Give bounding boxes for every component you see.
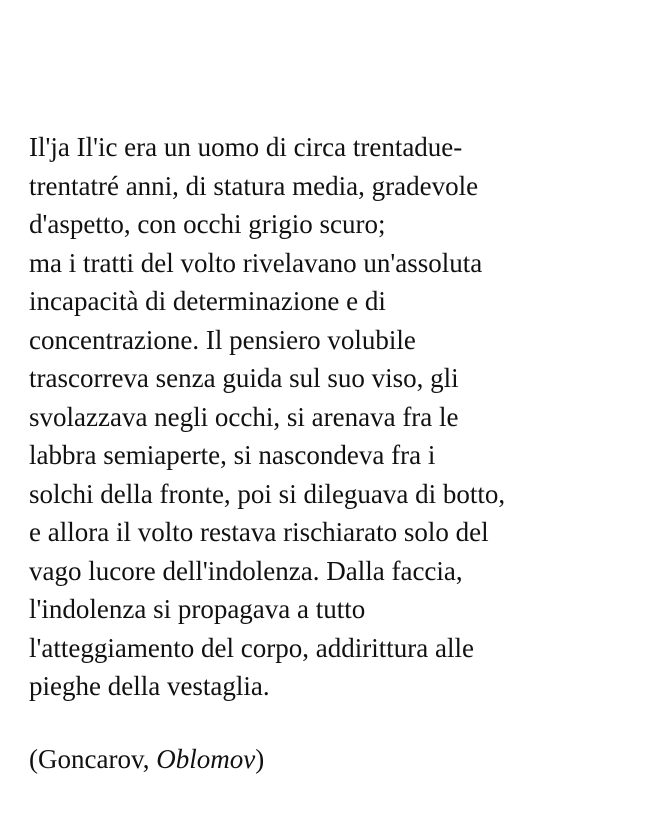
passage-line: pieghe della vestaglia. (29, 671, 270, 701)
citation (29, 740, 264, 778)
passage-line: l'indolenza si propagava a tutto (29, 594, 366, 624)
citation-author: (Goncarov, (29, 744, 157, 774)
passage-line: vago lucore dell'indolenza. Dalla faccia, (29, 555, 463, 586)
passage-line: labbra semiaperte, si nascondeva fra i (29, 440, 436, 470)
passage-line: solchi della fronte, poi si dileguava di botto, (29, 478, 506, 509)
passage-line: d'aspetto, con occhi grigio scuro; (29, 209, 386, 239)
passage-line: l'atteggiamento del corpo, addirittura alle (29, 632, 474, 663)
passage-line: incapacità di determinazione e di (29, 286, 386, 316)
passage-line: trentatré anni, di statura media, gradevole (29, 170, 479, 201)
passage-line: ma i tratti del volto rivelavano un'assoluta (29, 247, 483, 278)
passage-line: Il'ja Il'ic era un uomo di circa trentadue- (29, 132, 463, 162)
passage-line: svolazzava negli occhi, si arenava fra le (29, 401, 459, 432)
passage-line: e allora il volto restava rischiarato solo del (29, 517, 489, 547)
passage-line: concentrazione. Il pensiero volubile (29, 324, 416, 355)
citation-close: ) (255, 744, 265, 774)
citation-title: Oblomov (156, 744, 256, 774)
passage-line: trascorreva senza guida sul suo viso, gli (29, 363, 459, 393)
quote-passage (29, 128, 629, 706)
